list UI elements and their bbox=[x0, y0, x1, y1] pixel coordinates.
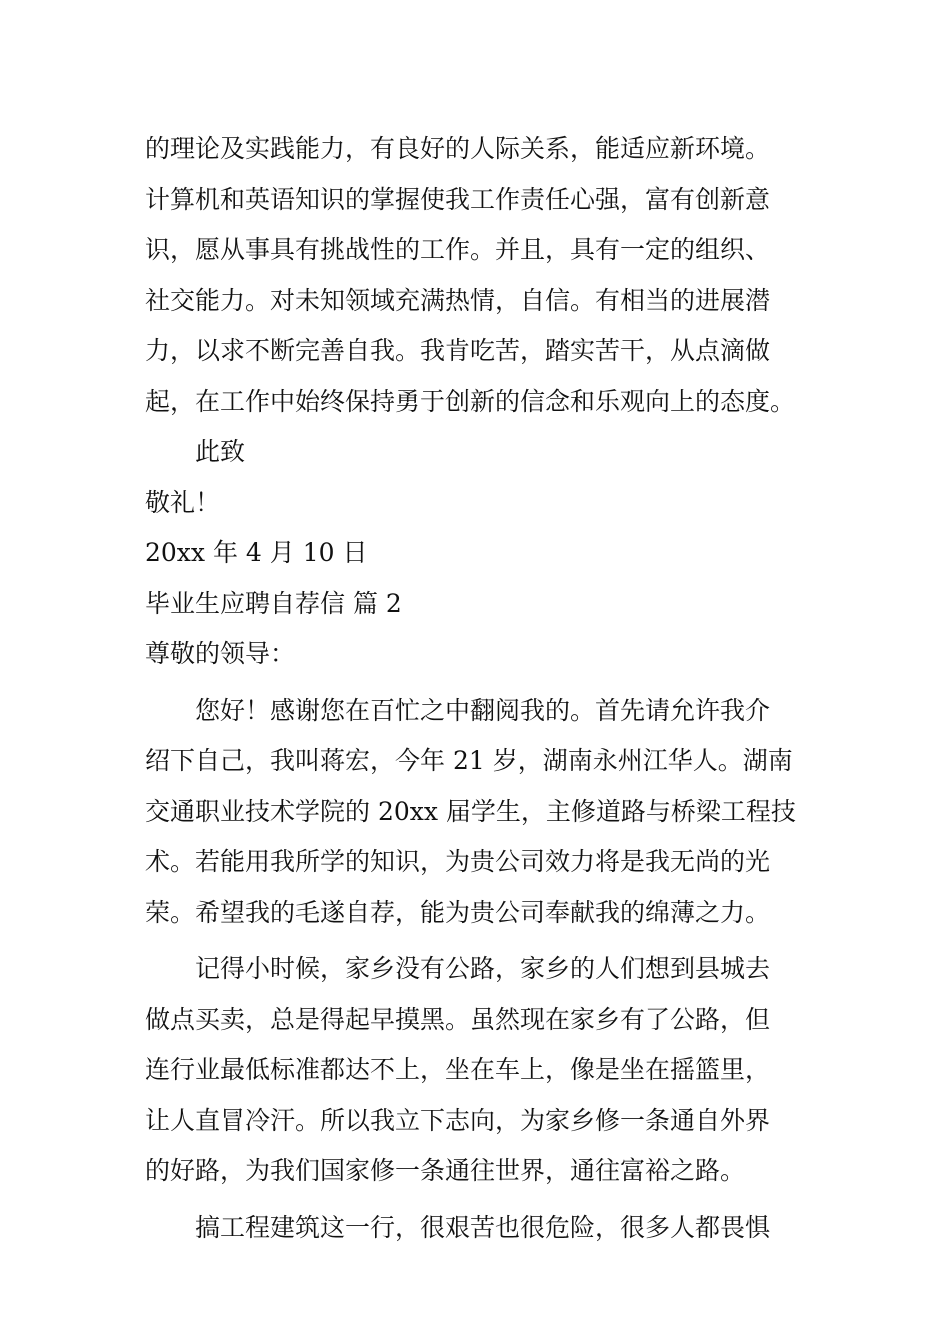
section-heading: 毕业生应聘自荐信 篇 2 bbox=[145, 588, 402, 618]
paragraph-line: 的理论及实践能力，有良好的人际关系，能适应新环境。 bbox=[145, 134, 771, 163]
paragraph-line: 识，愿从事具有挑战性的工作。并且，具有一定的组织、 bbox=[145, 235, 771, 264]
paragraph-line: 的好路，为我们国家修一条通往世界，通往富裕之路。 bbox=[145, 1156, 746, 1185]
paragraph-line: 术。若能用我所学的知识，为贵公司效力将是我无尚的光 bbox=[145, 847, 771, 876]
paragraph-line: 荣。希望我的毛遂自荐，能为贵公司奉献我的绵薄之力。 bbox=[145, 897, 771, 927]
paragraph-line: 计算机和英语知识的掌握使我工作责任心强，富有创新意 bbox=[145, 184, 771, 214]
paragraph-line: 力，以求不断完善自我。我肯吃苦，踏实苦干，从点滴做 bbox=[145, 336, 771, 365]
paragraph-line: 做点买卖，总是得起早摸黑。虽然现在家乡有了公路，但 bbox=[145, 1004, 771, 1034]
greeting: 尊敬的领导： bbox=[145, 639, 296, 668]
paragraph-line: 交通职业技术学院的 20xx 届学生，主修道路与桥梁工程技 bbox=[145, 796, 796, 826]
paragraph-line: 社交能力。对未知领域充满热情，自信。有相当的进展潜 bbox=[145, 285, 771, 315]
paragraph-line: 起，在工作中始终保持勇于创新的信念和乐观向上的态度。 bbox=[145, 386, 796, 416]
paragraph-line: 绍下自己，我叫蒋宏，今年 21 岁，湖南永州江华人。湖南 bbox=[145, 746, 793, 775]
closing-salutation: 此致 bbox=[195, 437, 246, 466]
letter-date: 20xx 年 4 月 10 日 bbox=[145, 538, 368, 567]
closing-respect: 敬礼！ bbox=[145, 487, 221, 517]
paragraph-line: 记得小时候，家乡没有公路，家乡的人们想到县城去 bbox=[195, 954, 771, 983]
paragraph-line: 搞工程建筑这一行，很艰苦也很危险，很多人都畏惧 bbox=[195, 1212, 771, 1242]
paragraph-line: 让人直冒冷汗。所以我立下志向，为家乡修一条通自外界 bbox=[145, 1105, 771, 1135]
paragraph-line: 连行业最低标准都达不上，坐在车上，像是坐在摇篮里， bbox=[145, 1055, 771, 1084]
paragraph-line: 您好！感谢您在百忙之中翻阅我的。首先请允许我介 bbox=[195, 695, 771, 725]
letter-body bbox=[145, 124, 807, 1253]
